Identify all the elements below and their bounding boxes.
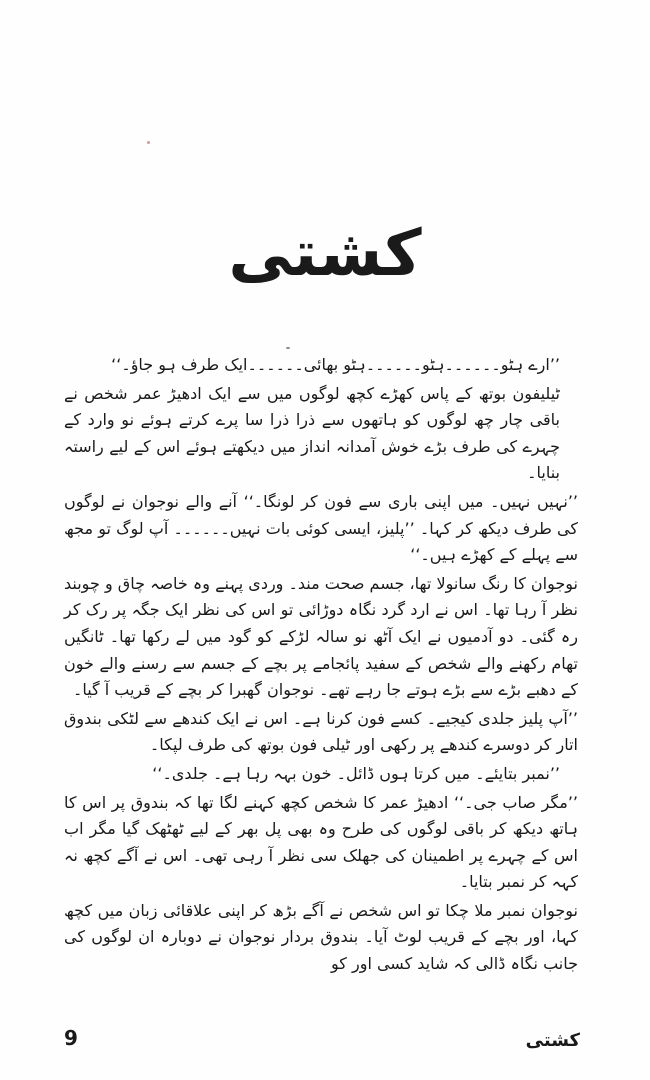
paragraph: نوجوان نمبر ملا چکا تو اس شخص نے آگے بڑھ کر اپنی علاقائی زبان میں کچھ کہا، اور بچے کے قریب لوٹ آیا۔ بندوق بردار نوجوان نے دوبارہ ان لوگوں کی جانب نگاہ ڈالی کہ شاید کسی اور کو	[64, 900, 578, 974]
paragraph: ’’نمبر بتایئے۔ میں کرتا ہوں ڈائل۔ خون بہہ رہا ہے۔ جلدی۔‘‘	[152, 763, 560, 783]
paragraph: ’’نہیں نہیں۔ میں اپنی باری سے فون کر لونگا۔‘‘ آنے والے نوجوان نے لوگوں کی طرف دیکھ کر کہا۔ ’’پلیز، ایسی کوئی بات نہیں۔۔۔۔۔۔ آپ لوگ تو مجھ سے پہلے کے کھڑے ہیں۔‘‘	[64, 491, 578, 565]
paragraph: ’’مگر صاب جی۔‘‘ ادھیڑ عمر کا شخص کچھ کہنے لگا تھا کہ بندوق پر اس کا ہاتھ دیکھ کر باقی لوگوں کی طرح وہ بھی پل بھر کے لیے ٹھٹھک گیا مگر اب اس کے چہرے پر اطمینان کی جھلک سی نظر آ رہی تھی۔ اس نے آگے کچھ نہ کہہ کر نمبر بتایا۔	[64, 792, 578, 892]
paragraph: ’’ارے ہٹو۔۔۔۔۔۔ہٹو۔۔۔۔۔۔ہٹو بھائی۔۔۔۔۔۔ایک طرف ہو جاؤ۔‘‘	[111, 355, 560, 374]
chapter-title: کشتی	[228, 217, 422, 291]
paragraph: ’’آپ پلیز جلدی کیجیے۔ کسے فون کرنا ہے۔ اس نے ایک کندھے سے لٹکی بندوق اتار کر دوسرے کندھے پر رکھی اور ٹیلی فون بوتھ کی طرف لپکا۔	[64, 708, 578, 755]
paragraph: نوجوان کا رنگ سانولا تھا، جسم صحت مند۔ وردی پہنے وہ خاصہ چاق و چوبند نظر آ رہا تھا۔ اس نے ارد گرد نگاہ دوڑائی تو اس کی نظر ایک جگہ پر رک کر رہ گئی۔ دو آدمیوں نے ایک آٹھ نو سالہ لڑکے کو گود میں لے رکھا تھا۔ ٹانگیں تھام رکھنے والے شخص کے سفید پائجامے پر بچے کے جسم سے رسنے والے خون کے دھبے بڑے سے بڑے ہوتے جا رہے تھے۔ نوجوان گھبرا کر بچے کے قریب آ گیا۔	[64, 573, 578, 700]
paper-speck	[147, 141, 150, 144]
running-title: کشتی	[525, 1030, 580, 1051]
page-number: 9	[64, 1026, 78, 1050]
paragraph: ٹیلیفون بوتھ کے پاس کھڑے کچھ لوگوں میں سے ایک ادھیڑ عمر شخص نے باقی چار چھ لوگوں کو ہاتھوں سے ذرا ذرا سا پرے کرتے ہوئے نو وارد کے چہرے کی طرف بڑے خوش آمدانہ انداز میں دیکھتے ہوئے اس کے لیے راستہ بنایا۔	[64, 383, 560, 483]
chapter-body	[64, 352, 578, 980]
paper-speck	[286, 347, 290, 349]
